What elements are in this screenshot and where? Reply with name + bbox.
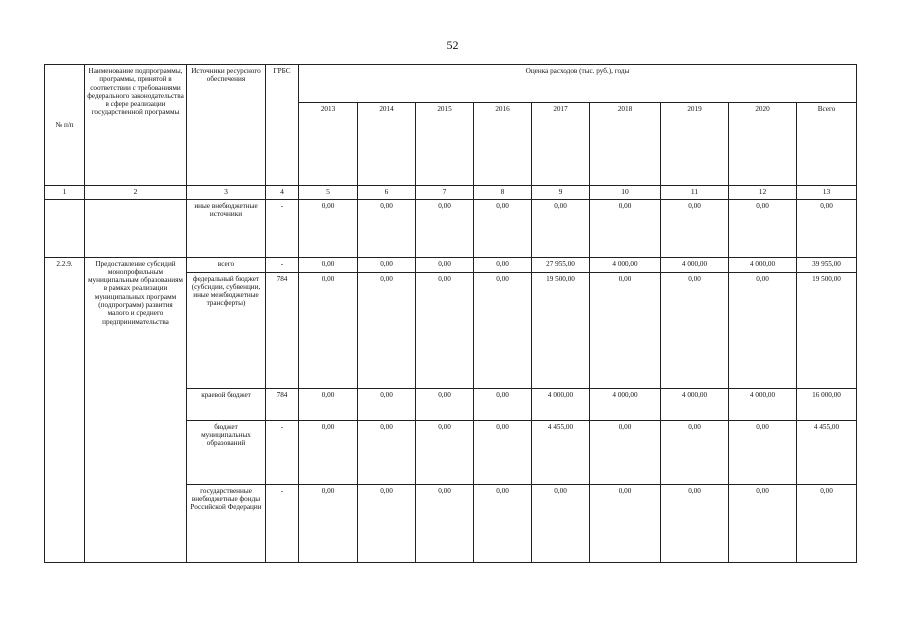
- budget-table: [44, 64, 857, 563]
- value-cell: 0,00: [661, 199, 729, 257]
- value-cell: 0,00: [474, 420, 532, 484]
- value-cell: 4 000,00: [729, 388, 797, 420]
- value-cell: 0,00: [358, 484, 416, 562]
- header-year: 2015: [416, 103, 474, 186]
- value-cell: 0,00: [416, 257, 474, 272]
- value-cell: 0,00: [416, 388, 474, 420]
- value-cell: 4 000,00: [661, 257, 729, 272]
- value-cell: 0,00: [474, 484, 532, 562]
- total-cell: 0,00: [797, 199, 857, 257]
- header-estimate: Оценка расходов (тыс. руб.), годы: [299, 65, 857, 103]
- value-cell: 4 455,00: [532, 420, 590, 484]
- header-year: 2016: [474, 103, 532, 186]
- grbs-cell: -: [266, 484, 299, 562]
- value-cell: 4 000,00: [729, 257, 797, 272]
- value-cell: 0,00: [416, 420, 474, 484]
- value-cell: 0,00: [729, 484, 797, 562]
- value-cell: 0,00: [532, 199, 590, 257]
- column-number: 5: [299, 186, 358, 200]
- column-number: 9: [532, 186, 590, 200]
- header-year: 2020: [729, 103, 797, 186]
- value-cell: 0,00: [474, 388, 532, 420]
- source-cell: иные внебюджетные источники: [187, 199, 266, 257]
- header-name: Наименование подпрограммы, программы, принятой в соответствии с требованиями федерального законодательства в сфере реализации государственной программы: [85, 65, 187, 186]
- table-row: [45, 199, 857, 257]
- value-cell: 0,00: [474, 199, 532, 257]
- header-year: 2018: [590, 103, 661, 186]
- column-number: 12: [729, 186, 797, 200]
- value-cell: 0,00: [661, 272, 729, 388]
- column-number: 2: [85, 186, 187, 200]
- header-total: Всего: [797, 103, 857, 186]
- grbs-cell: 784: [266, 272, 299, 388]
- value-cell: 0,00: [590, 420, 661, 484]
- column-number: 13: [797, 186, 857, 200]
- total-cell: 19 500,00: [797, 272, 857, 388]
- header-year: 2017: [532, 103, 590, 186]
- value-cell: 0,00: [358, 199, 416, 257]
- page-number: 52: [446, 38, 459, 52]
- header-grbs: ГРБС: [266, 65, 299, 186]
- value-cell: 0,00: [416, 484, 474, 562]
- column-number: 6: [358, 186, 416, 200]
- source-cell: федеральный бюджет (субсидии, субвенции, иные межбюджетные трансферты): [187, 272, 266, 388]
- value-cell: 0,00: [299, 484, 358, 562]
- value-cell: 4 000,00: [590, 388, 661, 420]
- grbs-cell: 784: [266, 388, 299, 420]
- column-number: 4: [266, 186, 299, 200]
- value-cell: 0,00: [729, 199, 797, 257]
- source-cell: всего: [187, 257, 266, 272]
- value-cell: 0,00: [416, 199, 474, 257]
- value-cell: 0,00: [299, 420, 358, 484]
- value-cell: 0,00: [474, 257, 532, 272]
- total-cell: 0,00: [797, 484, 857, 562]
- column-number: 3: [187, 186, 266, 200]
- value-cell: 0,00: [590, 272, 661, 388]
- empty-cell: [85, 199, 187, 257]
- value-cell: 0,00: [590, 484, 661, 562]
- value-cell: 4 000,00: [661, 388, 729, 420]
- value-cell: 0,00: [358, 420, 416, 484]
- header-year: 2019: [661, 103, 729, 186]
- column-number: 8: [474, 186, 532, 200]
- column-number: 10: [590, 186, 661, 200]
- grbs-cell: -: [266, 199, 299, 257]
- value-cell: 0,00: [358, 257, 416, 272]
- item-name: Предоставление субсидий монопрофильным муниципальным образованиям в рамках реализации муниципальных программ (подпрограмм) развития малого и среднего предпринимательства: [85, 257, 187, 562]
- value-cell: 0,00: [299, 257, 358, 272]
- source-cell: государственные внебюджетные фонды Российской Федерации: [187, 484, 266, 562]
- value-cell: 27 955,00: [532, 257, 590, 272]
- grbs-cell: -: [266, 420, 299, 484]
- value-cell: 0,00: [416, 272, 474, 388]
- value-cell: 4 000,00: [532, 388, 590, 420]
- grbs-cell: -: [266, 257, 299, 272]
- value-cell: 0,00: [590, 199, 661, 257]
- column-number: 1: [45, 186, 85, 200]
- value-cell: 0,00: [729, 420, 797, 484]
- value-cell: 0,00: [532, 484, 590, 562]
- value-cell: 0,00: [661, 484, 729, 562]
- column-numbers-row: [45, 186, 857, 200]
- total-cell: 4 455,00: [797, 420, 857, 484]
- empty-cell: [45, 199, 85, 257]
- source-cell: краевой бюджет: [187, 388, 266, 420]
- value-cell: 0,00: [474, 272, 532, 388]
- column-number: 11: [661, 186, 729, 200]
- value-cell: 0,00: [299, 199, 358, 257]
- value-cell: 4 000,00: [590, 257, 661, 272]
- total-cell: 39 955,00: [797, 257, 857, 272]
- value-cell: 0,00: [299, 272, 358, 388]
- item-number: 2.2.9.: [45, 257, 85, 562]
- value-cell: 19 500,00: [532, 272, 590, 388]
- value-cell: 0,00: [299, 388, 358, 420]
- value-cell: 0,00: [358, 388, 416, 420]
- table-row: [45, 257, 857, 272]
- column-number: 7: [416, 186, 474, 200]
- value-cell: 0,00: [661, 420, 729, 484]
- header-source: Источники ресурсного обеспечения: [187, 65, 266, 186]
- header-year: 2014: [358, 103, 416, 186]
- total-cell: 16 000,00: [797, 388, 857, 420]
- header-row-1: [45, 65, 857, 103]
- value-cell: 0,00: [729, 272, 797, 388]
- header-number: № п/п: [45, 65, 85, 186]
- source-cell: бюджет муниципальных образований: [187, 420, 266, 484]
- header-year: 2013: [299, 103, 358, 186]
- value-cell: 0,00: [358, 272, 416, 388]
